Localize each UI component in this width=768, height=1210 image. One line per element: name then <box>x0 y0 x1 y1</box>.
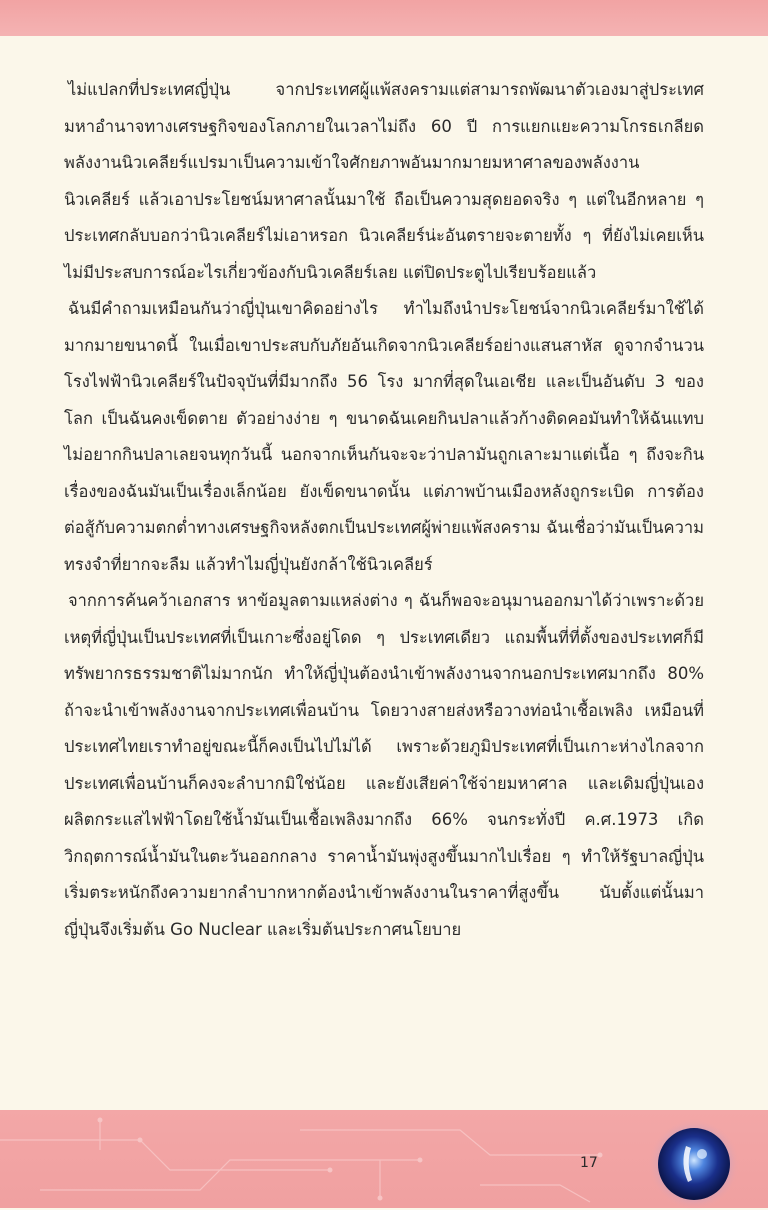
paragraph-1: ไม่แปลกที่ประเทศญี่ปุ่น จากประเทศผู้แพ้สงครามแต่สามารถพัฒนาตัวเองมาสู่ประเทศมหาอำนาจทางเศรษฐกิจของโลกภายในเวลาไม่ถึง 60 ปี การแยกแยะความโกรธเกลียดพลังงานนิวเคลียร์แปรมาเป็นความเข้าใจศักยภาพอันมากมายมหาศาลของพลังงานนิวเคลียร์ แล้วเอาประโยชน์มหาศาลนั้นมาใช้ ถือเป็นความสุดยอดจริง ๆ แต่ในอีกหลาย ๆ ประเทศกลับบอกว่านิวเคลียร์ไม่เอาหรอก นิวเคลียร์น่ะอันตรายจะตายทั้ง ๆ ที่ยังไม่เคยเห็น ไม่มีประสบการณ์อะไรเกี่ยวข้องกับนิวเคลียร์เลย แต่ปิดประตูไปเรียบร้อยแล้ว <box>64 80 704 282</box>
paragraph-2: ฉันมีคำถามเหมือนกันว่าญี่ปุ่นเขาคิดอย่างไร ทำไมถึงนำประโยชน์จากนิวเคลียร์มาใช้ได้มากมายขนาดนี้ ในเมื่อเขาประสบกับภัยอันเกิดจากนิวเคลียร์อย่างแสนสาหัส ดูจากจำนวนโรงไฟฟ้านิวเคลียร์ในปัจจุบันที่มีมากถึง 56 โรง มากที่สุดในเอเชีย และเป็นอันดับ 3 ของโลก เป็นฉันคงเข็ดตาย ตัวอย่างง่าย ๆ ขนาดฉันเคยกินปลาแล้วก้างติดคอมันทำให้ฉันแทบไม่อยากกินปลาเลยจนทุกวันนี้ นอกจากเห็นกันจะจะว่าปลามันถูกเลาะมาแต่เนื้อ ๆ ถึงจะกิน เรื่องของฉันมันเป็นเรื่องเล็กน้อย ยังเข็ดขนาดนั้น แต่ภาพบ้านเมืองหลังถูกระเบิด การต้องต่อสู้กับความตกต่ำทางเศรษฐกิจหลังตกเป็นประเทศผู้พ่ายแพ้สงคราม ฉันเชื่อว่ามันเป็นความทรงจำที่ยากจะลืม แล้วทำไมญี่ปุ่นยังกล้าใช้นิวเคลียร์ <box>64 299 704 574</box>
top-decorative-band <box>0 0 768 36</box>
paragraph-3: จากการค้นคว้าเอกสาร หาข้อมูลตามแหล่งต่าง ๆ ฉันก็พอจะอนุมานออกมาได้ว่าเพราะด้วยเหตุที่ญี่ปุ่นเป็นประเทศที่เป็นเกาะซึ่งอยู่โดด ๆ ประเทศเดียว แถมพื้นที่ที่ตั้งของประเทศก็มีทรัพยากรธรรมชาติไม่มากนัก ทำให้ญี่ปุ่นต้องนำเข้าพลังงานจากนอกประเทศมากถึง 80% ถ้าจะนำเข้าพลังงานจากประเทศเพื่อนบ้าน โดยวางสายส่งหรือวางท่อนำเชื้อเพลิง เหมือนที่ประเทศไทยเราทำอยู่ขณะนี้ก็คงเป็นไปไม่ได้ เพราะด้วยภูมิประเทศที่เป็นเกาะห่างไกลจากประเทศเพื่อนบ้านก็คงจะลำบากมิใช่น้อย และยังเสียค่าใช้จ่ายมหาศาล และเดิมญี่ปุ่นเองผลิตกระแสไฟฟ้าโดยใช้น้ำมันเป็นเชื้อเพลิงมากถึง 66% จนกระทั่งปี ค.ศ.1973 เกิดวิกฤตการณ์น้ำมันในตะวันออกกลาง ราคาน้ำมันพุ่งสูงขึ้นมากไปเรื่อย ๆ ทำให้รัฐบาลญี่ปุ่นเริ่มตระหนักถึงความยากลำบากหากต้องนำเข้าพลังงานในราคาที่สูงขึ้น นับตั้งแต่นั้นมาญี่ปุ่นจึงเริ่มต้น Go Nuclear และเริ่มต้นประกาศนโยบาย <box>64 591 704 939</box>
page-body-text <box>64 72 704 948</box>
glowing-orb-icon <box>646 1114 742 1210</box>
page-number: 17 <box>580 1155 598 1171</box>
